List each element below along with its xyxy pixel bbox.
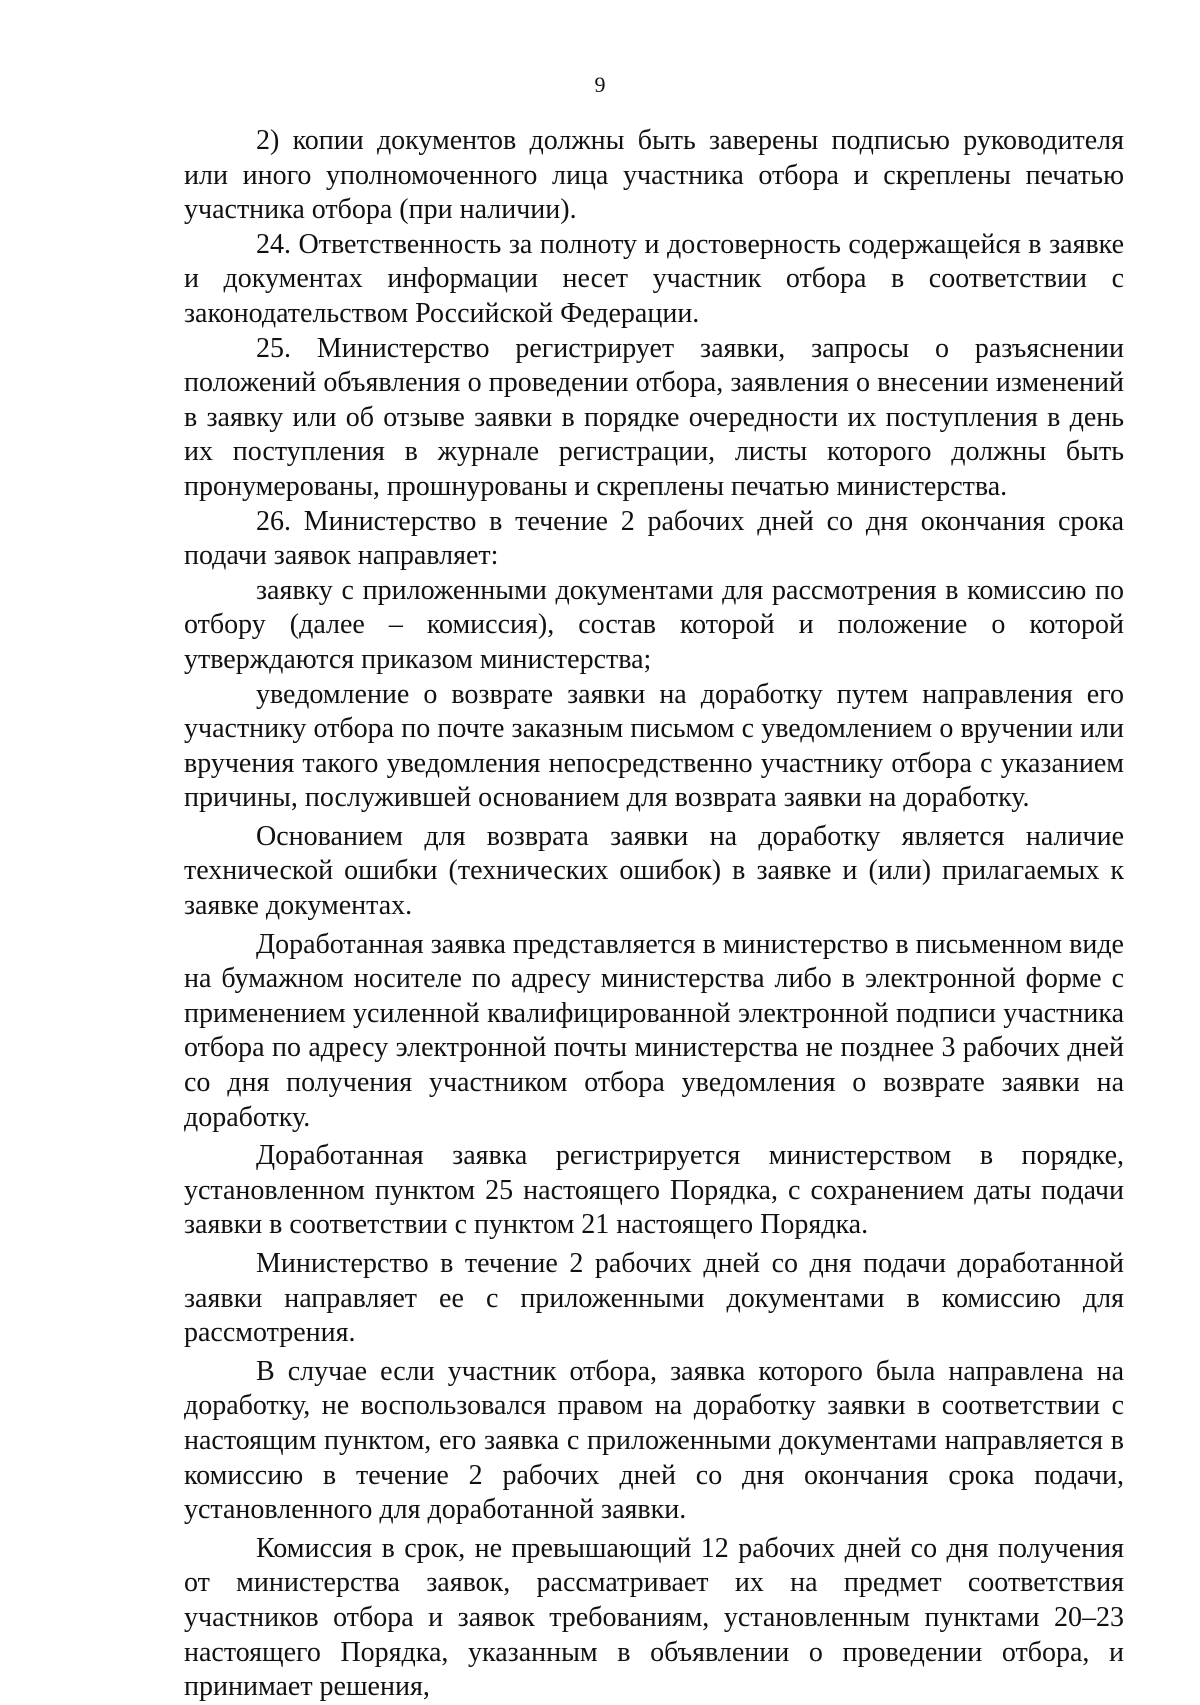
page-number: 9 <box>594 72 606 97</box>
paragraph-item-24: 24. Ответственность за полноту и достоверность содержащейся в заявке и документах информации несет участник отбора в соответствии с законодательством Российской Федерации. <box>184 228 1124 329</box>
paragraph-revised-forwarding: Министерство в течение 2 рабочих дней со дня подачи доработанной заявки направляет ее с приложенными документами в комиссию для рассмотрения. <box>184 1248 1124 1349</box>
paragraph-return-notice: уведомление о возврате заявки на доработку путем направления его участнику отбора по почте заказным письмом с уведомлением о вручении или вручения такого уведомления непосредственно участнику отбора с указанием причины, послужившей основанием для возврата заявки на доработку. <box>184 678 1124 814</box>
paragraph-return-grounds: Основанием для возврата заявки на доработку является наличие технической ошибки (технических ошибок) в заявке и (или) прилагаемых к заявке документах. <box>184 820 1124 922</box>
paragraph-item-26: 26. Министерство в течение 2 рабочих дней со дня окончания срока подачи заявок направляет: <box>184 505 1124 572</box>
paragraph-item-25: 25. Министерство регистрирует заявки, запросы о разъяснении положений объявления о проведении отбора, заявления о внесении изменений в заявку или об отзыве заявки в порядке очередности их поступления в день их поступления в журнале регистрации, листы которого должны быть пронумерованы, прошнурованы и скреплены печатью министерства. <box>184 332 1124 502</box>
paragraph-revised-registration: Доработанная заявка регистрируется министерством в порядке, установленном пунктом 25 настоящего Порядка, с сохранением даты подачи заявки в соответствии с пунктом 21 настоящего Порядка. <box>184 1140 1124 1241</box>
paragraph-copies-certification: 2) копии документов должны быть заверены подписью руководителя или иного уполномоченного лица участника отбора и скреплены печатью участника отбора (при наличии). <box>184 125 1124 226</box>
paragraph-no-revision: В случае если участник отбора, заявка которого была направлена на доработку, не воспользовался правом на доработку заявки в соответствии с настоящим пунктом, его заявка с приложенными документами направляется в комиссию в течение 2 рабочих дней со дня окончания срока подачи, установленного для доработанной заявки. <box>184 1355 1124 1526</box>
paragraph-revised-submission: Доработанная заявка представляется в министерство в письменном виде на бумажном носителе по адресу министерства либо в электронной форме с применением усиленной квалифицированной электронной подписи участника отбора по адресу электронной почты министерства не позднее 3 рабочих дней со дня получения участником отбора уведомления о возврате заявки на доработку. <box>184 928 1124 1133</box>
paragraph-application-to-commission: заявку с приложенными документами для рассмотрения в комиссию по отбору (далее – комиссия), состав которой и положение о которой утверждаются приказом министерства; <box>184 574 1124 675</box>
paragraph-commission-review: Комиссия в срок, не превышающий 12 рабочих дней со дня получения от министерства заявок, рассматривает их на предмет соответствия участников отбора и заявок требованиям, установленным пунктами 20–23 настоящего Порядка, указанным в объявлении о проведении отбора, и принимает решения, <box>184 1532 1124 1703</box>
document-body <box>184 124 1124 1705</box>
